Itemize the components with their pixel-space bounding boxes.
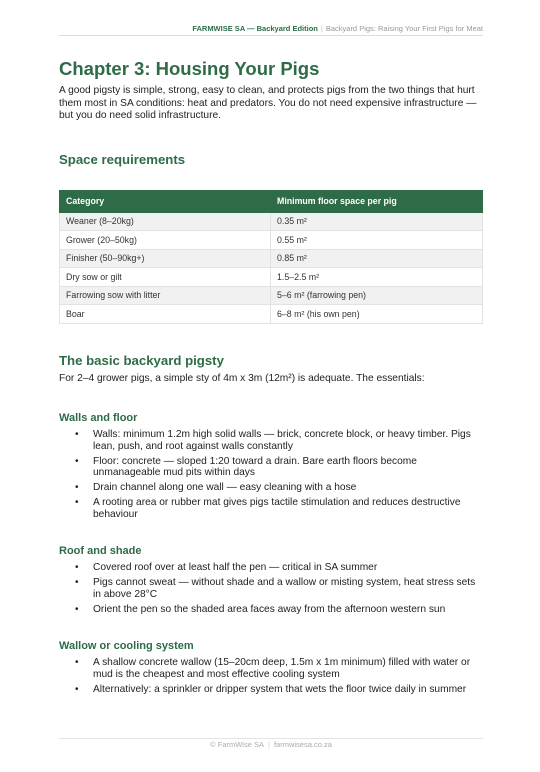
header-brand: FARMWISE SA — Backyard Edition — [192, 24, 318, 33]
bullet: • — [75, 603, 79, 615]
list-item — [59, 577, 483, 600]
table-cell-space: 1.5–2.5 m² — [271, 268, 483, 287]
footer-rule — [59, 738, 483, 739]
pigsty-intro: For 2–4 grower pigs, a simple sty of 4m x 3m (12m²) is adequate. The essentials: — [59, 372, 425, 384]
table-row — [60, 231, 483, 250]
table-row — [60, 305, 483, 324]
bullet: • — [75, 562, 79, 573]
chapter-intro: A good pigsty is simple, strong, easy to clean, and protects pigs from the two things that hurt them most in SA conditions: heat and predators. You do not need expensive infrastructure — but you do need solid infrastructure. — [59, 85, 477, 121]
footer-site: farmwisesa.co.za — [273, 740, 332, 749]
page — [59, 0, 483, 772]
table-header-row — [60, 190, 483, 212]
bullet: • — [75, 455, 79, 467]
header-doc-title: Backyard Pigs: Raising Your First Pigs for Meat — [325, 24, 483, 33]
table-header-space: Minimum floor space per pig — [271, 190, 483, 212]
table-row — [60, 286, 483, 305]
table-row — [60, 212, 483, 231]
list-item — [59, 456, 483, 479]
list-item-text: Covered roof over at least half the pen — critical in SA summer — [93, 562, 378, 573]
header-separator: | — [320, 24, 323, 33]
list-item-text: Orient the pen so the shaded area faces away from the afternoon western sun — [93, 603, 446, 615]
list-item — [59, 604, 483, 616]
list-item-text: Floor: concrete — sloped 1:20 toward a drain. Bare earth floors become unmanageable mud pits within days — [93, 455, 417, 478]
table-cell-category: Finisher (50–90kg+) — [60, 249, 271, 268]
table-cell-category: Weaner (8–20kg) — [60, 212, 271, 231]
table-cell-category: Boar — [60, 305, 271, 324]
list-item-text: A rooting area or rubber mat gives pigs tactile stimulation and reduces destructive behaviour — [93, 497, 461, 520]
bullet: • — [75, 497, 79, 508]
table-header-category: Category — [60, 190, 271, 212]
list-item — [59, 684, 483, 696]
table-cell-space: 5–6 m² (farrowing pen) — [271, 286, 483, 305]
table-cell-space: 0.55 m² — [271, 231, 483, 250]
list-item-text: Alternatively: a sprinkler or dripper system that wets the floor twice daily in summer — [93, 683, 467, 695]
footer-separator: | — [267, 740, 270, 749]
wallow-heading: Wallow or cooling system — [59, 640, 194, 652]
table-cell-space: 0.85 m² — [271, 249, 483, 268]
bullet: • — [75, 683, 79, 695]
list-item-text: A shallow concrete wallow (15–20cm deep, 1.5m x 1m minimum) filled with water or mud is the cheapest and most effective cooling system — [93, 657, 471, 680]
header-rule — [59, 35, 483, 36]
table-cell-category: Grower (20–50kg) — [60, 231, 271, 250]
list-item — [59, 562, 483, 574]
list-item-text: Walls: minimum 1.2m high solid walls — brick, concrete block, or heavy timber. Pigs lean, push, and root against walls constantly — [93, 429, 471, 452]
list-item — [59, 657, 483, 680]
bullet: • — [75, 657, 79, 668]
main-content — [59, 58, 483, 699]
wallow-list — [59, 657, 483, 695]
bullet: • — [75, 577, 79, 588]
footer-copyright: © FarmWise SA — [210, 740, 264, 749]
space-table — [59, 190, 483, 324]
chapter-title: Chapter 3: Housing Your Pigs — [59, 58, 320, 79]
running-header — [192, 24, 483, 33]
walls-heading: Walls and floor — [59, 412, 138, 424]
list-item — [59, 429, 483, 452]
table-cell-space: 0.35 m² — [271, 212, 483, 231]
table-cell-category: Farrowing sow with litter — [60, 286, 271, 305]
list-item-text: Drain channel along one wall — easy cleaning with a hose — [93, 482, 357, 493]
table-row — [60, 249, 483, 268]
roof-list — [59, 562, 483, 615]
roof-heading: Roof and shade — [59, 545, 142, 557]
table-row — [60, 268, 483, 287]
list-item-text: Pigs cannot sweat — without shade and a wallow or misting system, heat stress sets in above 28°C — [93, 577, 476, 600]
space-heading: Space requirements — [59, 151, 186, 167]
bullet: • — [75, 429, 79, 440]
list-item — [59, 497, 483, 520]
walls-list — [59, 429, 483, 520]
list-item — [59, 482, 483, 494]
table-cell-category: Dry sow or gilt — [60, 268, 271, 287]
bullet: • — [75, 482, 79, 493]
table-cell-space: 6–8 m² (his own pen) — [271, 305, 483, 324]
pigsty-heading: The basic backyard pigsty — [59, 352, 224, 368]
running-footer — [59, 740, 483, 749]
